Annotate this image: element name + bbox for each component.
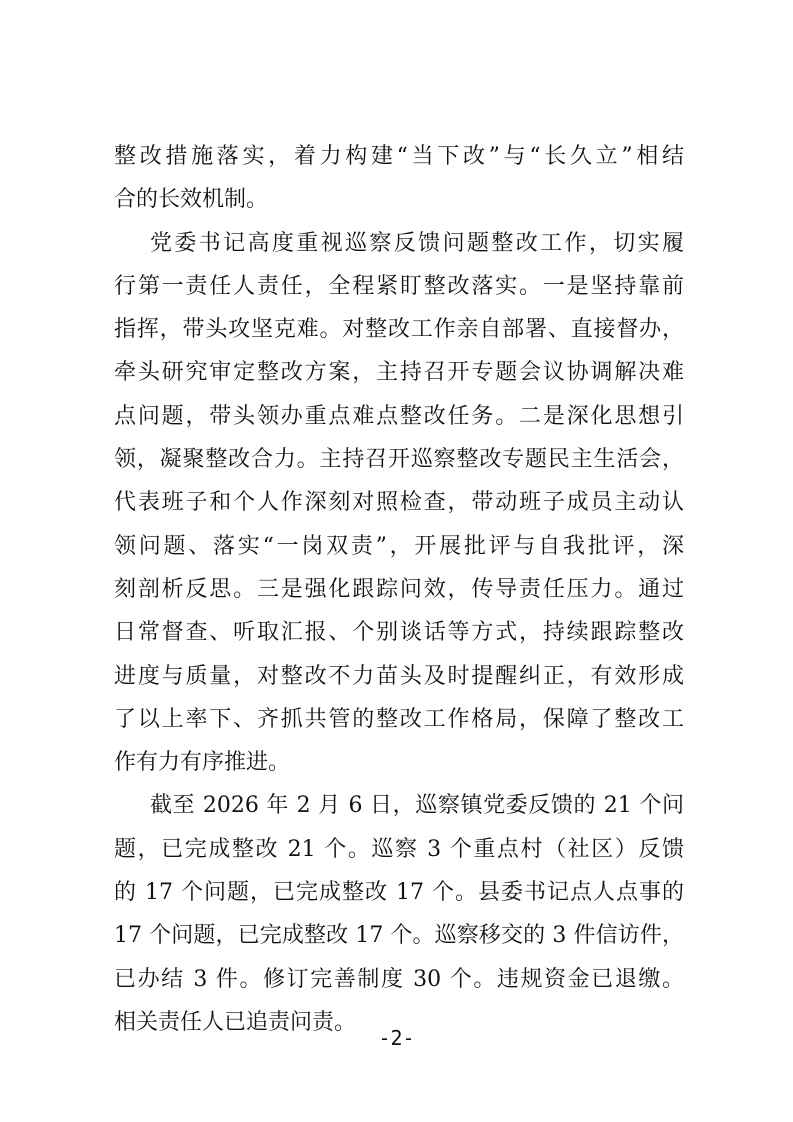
text-line: 作有力有序推进。	[114, 750, 291, 776]
text-line: 指挥，带头攻坚克难。对整改工作亲自部署、直接督办，	[114, 317, 684, 343]
text-line: 进度与质量，对整改不力苗头及时提醒纠正，有效形成	[114, 663, 684, 689]
text-line: 整改措施落实，着力构建“当下改”与“长久立”相结	[114, 144, 684, 169]
text-line: 党委书记高度重视巡察反馈问题整改工作，切实履	[150, 230, 684, 256]
text-line: 相关责任人已追责问责。	[114, 1009, 357, 1035]
text-line: 题，已完成整改 21 个。巡察 3 个重点村（社区）反馈	[114, 836, 684, 862]
text-line: 代表班子和个人作深刻对照检查，带动班子成员主动认	[114, 490, 684, 516]
document-body	[114, 135, 684, 1044]
text-line: 已办结 3 件。修订完善制度 30 个。违规资金已退缴。	[114, 966, 684, 992]
paragraph	[114, 135, 684, 222]
text-line: 截至 2026 年 2 月 6 日，巡察镇党委反馈的 21 个问	[150, 793, 684, 819]
text-line: 的 17 个问题，已完成整改 17 个。县委书记点人点事的	[114, 880, 684, 906]
paragraph	[114, 222, 684, 785]
text-line: 了以上率下、齐抓共管的整改工作格局，保障了整改工	[114, 706, 684, 732]
text-line: 17 个问题，已完成整改 17 个。巡察移交的 3 件信访件，	[114, 923, 684, 949]
text-line: 行第一责任人责任，全程紧盯整改落实。一是坚持靠前	[114, 273, 684, 299]
paragraph	[114, 784, 684, 1044]
text-line: 合的长效机制。	[114, 187, 269, 213]
page-number: -2-	[378, 1026, 415, 1050]
text-line: 点问题，带头领办重点难点整改任务。二是深化思想引	[114, 403, 684, 429]
text-line: 刻剖析反思。三是强化跟踪问效，传导责任压力。通过	[114, 576, 684, 602]
text-line: 领，凝聚整改合力。主持召开巡察整改专题民主生活会，	[114, 447, 684, 473]
text-line: 领问题、落实“一岗双责”，开展批评与自我批评，深	[114, 533, 684, 559]
text-line: 牵头研究审定整改方案，主持召开专题会议协调解决难	[114, 360, 684, 386]
text-line: 日常督查、听取汇报、个别谈话等方式，持续跟踪整改	[114, 620, 684, 646]
